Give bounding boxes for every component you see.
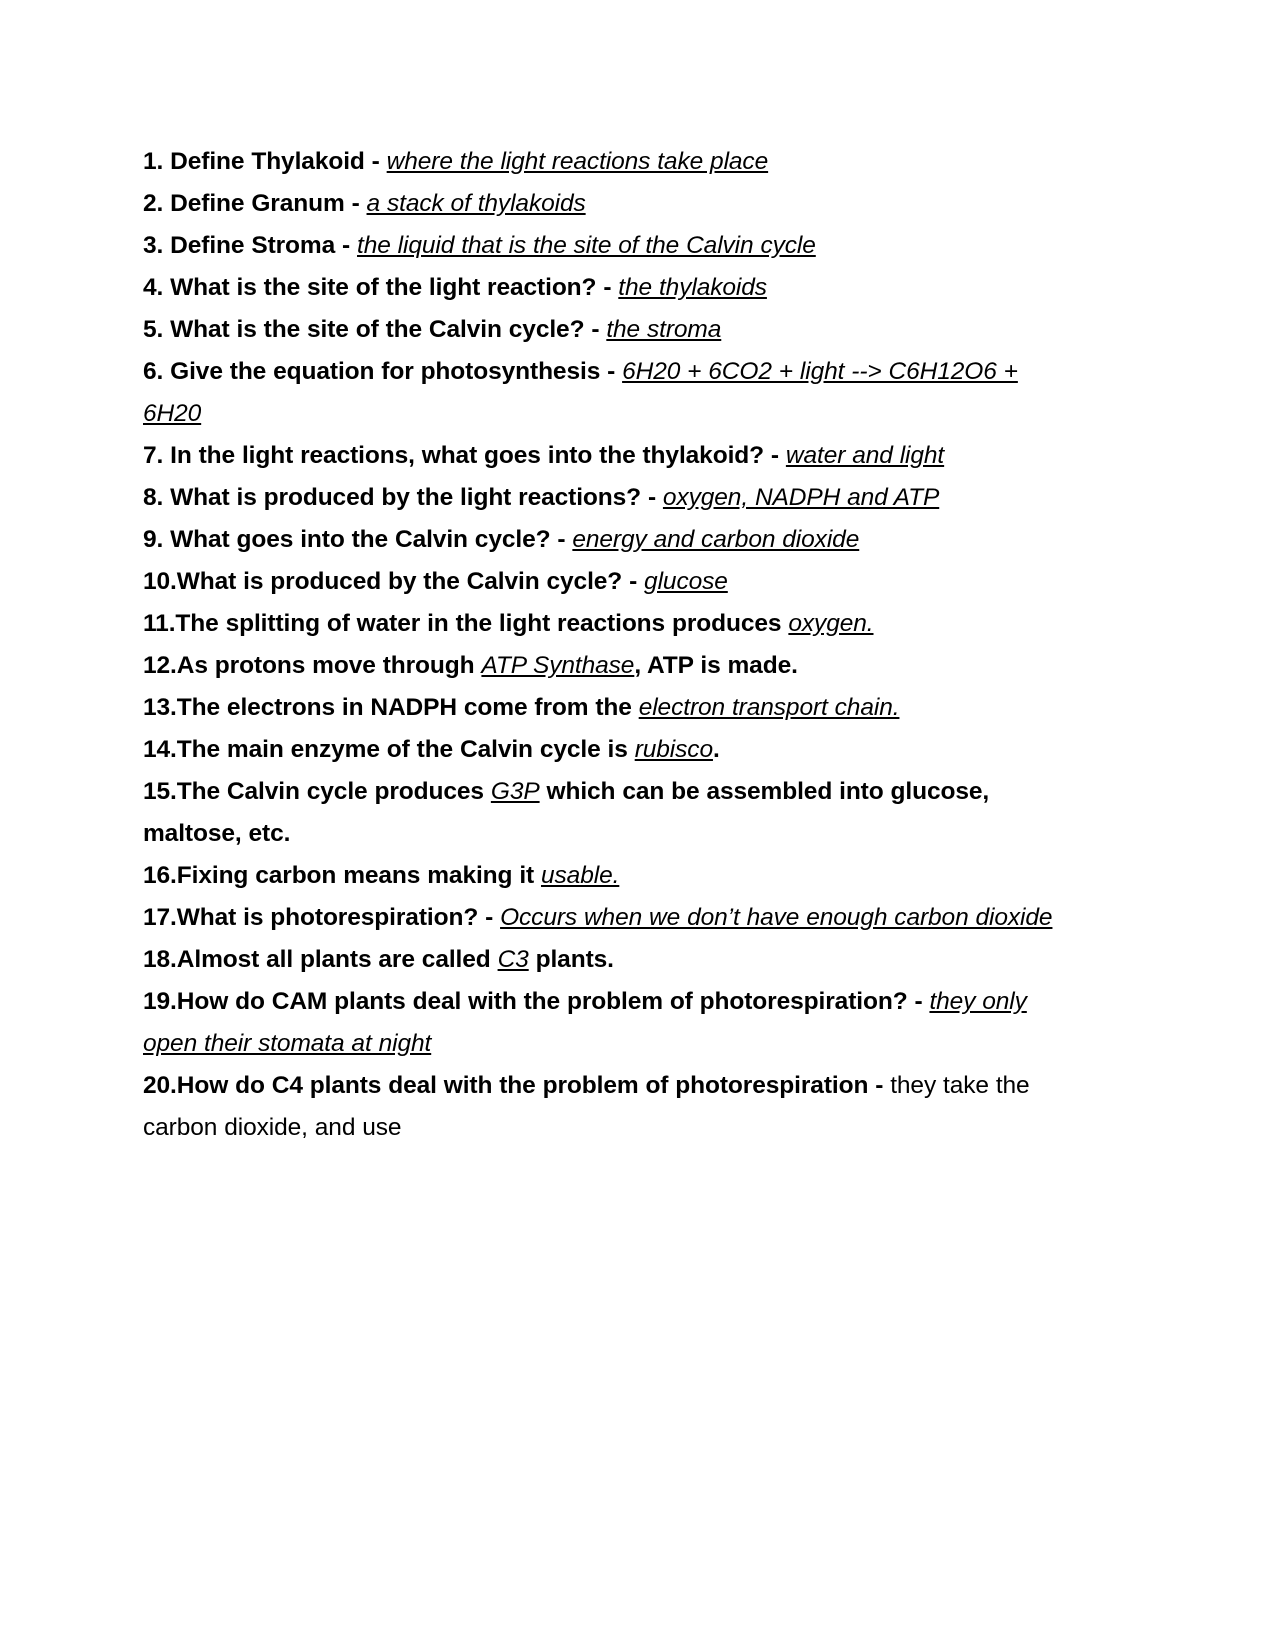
- list-item: [143, 267, 1068, 309]
- list-item-number: 3.: [143, 232, 171, 259]
- answer-text: 6H20 + 6CO2 + light --> C6H12O6 + 6H20: [143, 358, 1018, 427]
- answer-text: where the light reactions take place: [386, 148, 769, 175]
- list-item: [143, 141, 1068, 183]
- question-text: As protons move through: [176, 652, 482, 679]
- answer-text: ATP Synthase: [481, 652, 635, 679]
- list-item-number: 4.: [143, 274, 171, 301]
- list-item: [143, 729, 1068, 771]
- list-item: [143, 351, 1068, 435]
- question-text: Define Stroma -: [170, 232, 358, 259]
- list-item-number: 15.: [143, 778, 177, 805]
- list-item: [143, 519, 1068, 561]
- question-text: .: [712, 736, 720, 763]
- answer-text: the stroma: [606, 316, 722, 343]
- list-item: [143, 309, 1068, 351]
- question-answer-list: [143, 141, 1068, 1149]
- answer-text: energy and carbon dioxide: [572, 526, 860, 553]
- list-item: [143, 183, 1068, 225]
- question-text: What is produced by the light reactions? -: [170, 484, 663, 511]
- question-text: In the light reactions, what goes into the thylakoid? -: [170, 442, 786, 469]
- answer-text: water and light: [785, 442, 945, 469]
- question-text: Define Thylakoid -: [170, 148, 387, 175]
- question-text: which can be assembled into glucose, maltose, etc.: [143, 778, 990, 847]
- list-item: [143, 435, 1068, 477]
- answer-text: rubisco: [634, 736, 713, 763]
- question-text: How do CAM plants deal with the problem of photorespiration? -: [176, 988, 930, 1015]
- answer-text: usable.: [541, 862, 620, 889]
- question-text: How do C4 plants deal with the problem of photorespiration -: [176, 1072, 891, 1099]
- list-item-number: 16.: [143, 862, 177, 889]
- answer-text: G3P: [490, 778, 540, 805]
- question-text: Almost all plants are called: [176, 946, 498, 973]
- question-text: The electrons in NADPH come from the: [176, 694, 639, 721]
- document-body: [143, 141, 1068, 1149]
- question-text: What is photorespiration? -: [176, 904, 501, 931]
- answer-text: glucose: [644, 568, 728, 595]
- list-item: [143, 645, 1068, 687]
- answer-text: the thylakoids: [618, 274, 767, 301]
- list-item-number: 8.: [143, 484, 171, 511]
- list-item: [143, 981, 1068, 1065]
- answer-text: a stack of thylakoids: [366, 190, 586, 217]
- list-item: [143, 561, 1068, 603]
- list-item-number: 20.: [143, 1072, 177, 1099]
- question-text: The splitting of water in the light reactions produces: [175, 610, 789, 637]
- question-text: What goes into the Calvin cycle? -: [170, 526, 573, 553]
- answer-text: the liquid that is the site of the Calvin cycle: [357, 232, 816, 259]
- list-item: [143, 687, 1068, 729]
- list-item: [143, 855, 1068, 897]
- list-item-number: 6.: [143, 358, 171, 385]
- list-item: [143, 771, 1068, 855]
- question-text: What is the site of the light reaction? -: [170, 274, 619, 301]
- list-item: [143, 939, 1068, 981]
- question-text: What is produced by the Calvin cycle? -: [176, 568, 645, 595]
- answer-text: C3: [497, 946, 529, 973]
- question-text: The main enzyme of the Calvin cycle is: [176, 736, 635, 763]
- list-item-number: 13.: [143, 694, 177, 721]
- list-item-number: 2.: [143, 190, 171, 217]
- list-item-number: 9.: [143, 526, 171, 553]
- list-item: [143, 603, 1068, 645]
- list-item-number: 14.: [143, 736, 177, 763]
- list-item-number: 18.: [143, 946, 177, 973]
- question-text: Fixing carbon means making it: [176, 862, 541, 889]
- answer-text: they take the carbon dioxide, and use: [143, 1072, 1030, 1141]
- list-item-number: 7.: [143, 442, 171, 469]
- question-text: Give the equation for photosynthesis -: [170, 358, 623, 385]
- answer-text: oxygen, NADPH and ATP: [662, 484, 940, 511]
- list-item-number: 5.: [143, 316, 171, 343]
- question-text: plants.: [528, 946, 614, 973]
- list-item-number: 17.: [143, 904, 177, 931]
- answer-text: oxygen.: [788, 610, 874, 637]
- list-item-number: 11.: [143, 610, 176, 637]
- list-item: [143, 477, 1068, 519]
- list-item: [143, 897, 1068, 939]
- answer-text: Occurs when we don’t have enough carbon dioxide: [500, 904, 1053, 931]
- list-item: [143, 1065, 1068, 1149]
- list-item-number: 19.: [143, 988, 177, 1015]
- question-text: , ATP is made.: [634, 652, 798, 679]
- list-item-number: 10.: [143, 568, 177, 595]
- list-item-number: 1.: [143, 148, 171, 175]
- answer-text: electron transport chain.: [638, 694, 900, 721]
- question-text: The Calvin cycle produces: [176, 778, 491, 805]
- question-text: What is the site of the Calvin cycle? -: [170, 316, 607, 343]
- answer-text: they only open their stomata at night: [143, 988, 1027, 1057]
- list-item-number: 12.: [143, 652, 177, 679]
- list-item: [143, 225, 1068, 267]
- question-text: Define Granum -: [170, 190, 367, 217]
